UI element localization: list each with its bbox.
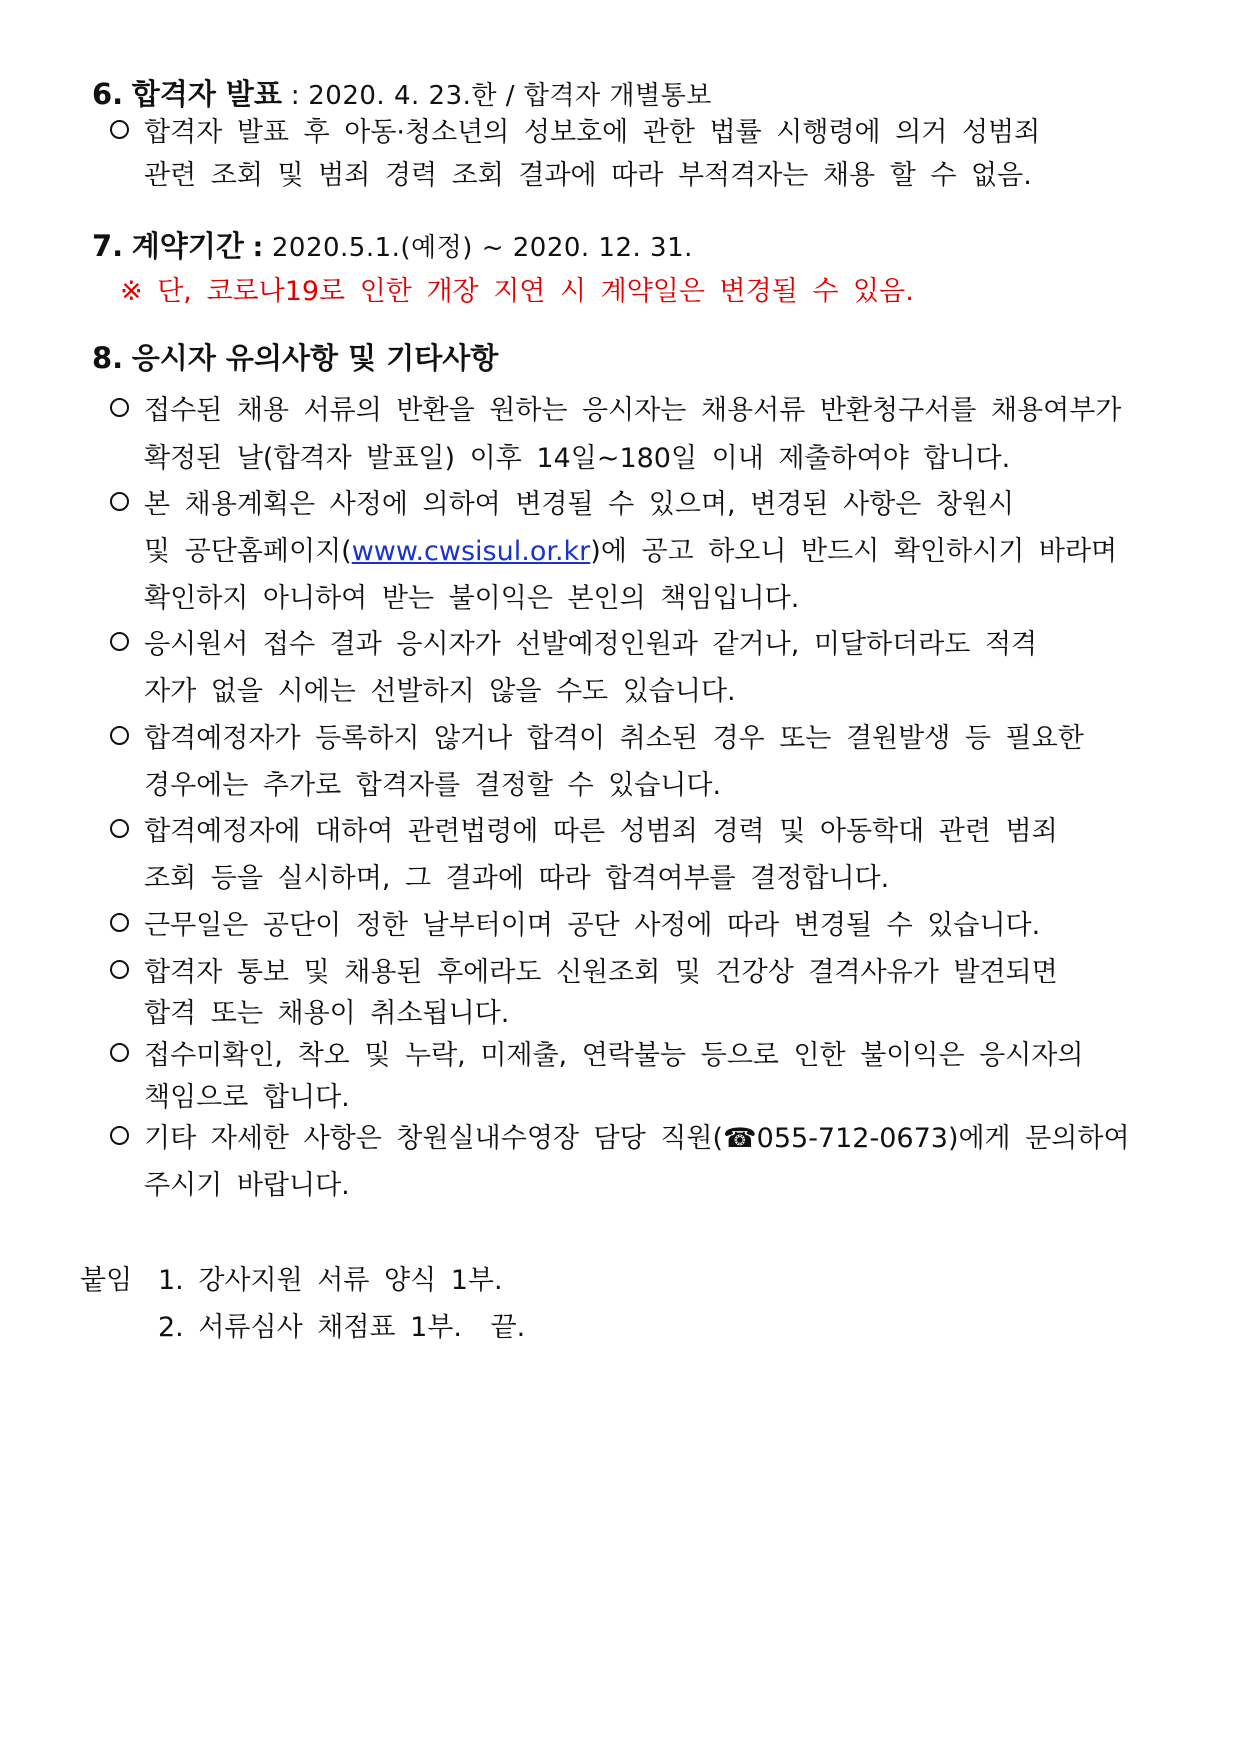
attachments-label: 붙임 [80, 1265, 133, 1296]
section8-heading [92, 336, 498, 377]
section6-bullet-line2: 관련 조회 및 범죄 경력 조회 결과에 따라 부적격자는 채용 할 수 없음. [144, 160, 1032, 191]
section6-colon: : [290, 80, 300, 111]
section8-item8-line1: 접수미확인, 착오 및 누락, 미제출, 연락불능 등으로 인한 불이익은 응시자의 [144, 1040, 1084, 1071]
section6-bullet-line1: 합격자 발표 후 아동·청소년의 성보호에 관한 법률 시행령에 의거 성범죄 [144, 117, 1041, 148]
section8-item1-line2: 확정된 날(합격자 발표일) 이후 14일~180일 이내 제출하여야 합니다. [144, 443, 1011, 474]
section8-item2-line2-after: )에 공고 하오니 반드시 확인하시기 바라며 [590, 536, 1118, 567]
section8-item9-line2: 주시기 바랍니다. [144, 1170, 350, 1201]
phone-icon: ☎ [723, 1123, 757, 1154]
section8-item8-line2: 책임으로 합니다. [144, 1082, 350, 1113]
section8-item2-line3: 확인하지 아니하여 받는 불이익은 본인의 책임입니다. [144, 583, 800, 614]
bullet-circle-icon [110, 726, 129, 745]
bullet-circle-icon [110, 120, 129, 139]
section8-title: 응시자 유의사항 및 기타사항 [131, 341, 499, 375]
section8-item2-line1: 본 채용계획은 사정에 의하여 변경될 수 있으며, 변경된 사항은 창원시 [144, 489, 1015, 520]
section8-item5-line2: 조회 등을 실시하며, 그 결과에 따라 합격여부를 결정합니다. [144, 863, 890, 894]
section7-heading [92, 224, 693, 265]
section7-number: 7. [92, 229, 124, 263]
bullet-circle-icon [110, 1043, 129, 1062]
bullet-circle-icon [110, 819, 129, 838]
bullet-circle-icon [110, 492, 129, 511]
section8-item4-line1: 합격예정자가 등록하지 않거나 합격이 취소된 경우 또는 결원발생 등 필요한 [144, 723, 1084, 754]
section8-item3-line2: 자가 없을 시에는 선발하지 않을 수도 있습니다. [144, 676, 736, 707]
section8-item2-line2-before: 및 공단홈페이지( [144, 536, 352, 567]
bullet-circle-icon [110, 1126, 129, 1145]
section8-item4-line2: 경우에는 추가로 합격자를 결정할 수 있습니다. [144, 770, 722, 801]
homepage-link[interactable]: www.cwsisul.or.kr [351, 536, 591, 567]
bullet-circle-icon [110, 398, 129, 417]
section6-title: 합격자 발표 [131, 77, 282, 111]
section8-item2-line2 [144, 529, 1117, 568]
section7-value: 2020.5.1.(예정) ~ 2020. 12. 31. [271, 233, 693, 263]
bullet-circle-icon [110, 960, 129, 979]
section7-notice: ※ 단, 코로나19로 인한 개장 지연 시 계약일은 변경될 수 있음. [120, 276, 914, 307]
section8-item9-line1-before: 기타 자세한 사항은 창원실내수영장 담당 직원( [144, 1123, 724, 1154]
contact-phone-number: 055-712-0673 [756, 1123, 948, 1154]
attachment-item1: 1. 강사지원 서류 양식 1부. [158, 1265, 503, 1296]
section8-item5-line1: 합격예정자에 대하여 관련법령에 따른 성범죄 경력 및 아동학대 관련 범죄 [144, 816, 1058, 847]
bullet-circle-icon [110, 632, 129, 651]
section8-number: 8. [92, 341, 124, 375]
section8-item9-line1-after: )에게 문의하여 [947, 1123, 1130, 1154]
section6-number: 6. [92, 77, 124, 111]
attachment-item2-row [158, 1305, 525, 1344]
section8-item7-line2: 합격 또는 채용이 취소됩니다. [144, 998, 510, 1029]
section8-item6-line1: 근무일은 공단이 정한 날부터이며 공단 사정에 따라 변경될 수 있습니다. [144, 910, 1041, 941]
section8-item9-line1 [144, 1116, 1130, 1155]
section8-item3-line1: 응시원서 접수 결과 응시자가 선발예정인원과 같거나, 미달하더라도 적격 [144, 629, 1038, 660]
section6-value: 2020. 4. 23.한 / 합격자 개별통보 [308, 81, 712, 111]
bullet-circle-icon [110, 913, 129, 932]
end-mark: 끝. [490, 1312, 526, 1343]
section8-item1-line1: 접수된 채용 서류의 반환을 원하는 응시자는 채용서류 반환청구서를 채용여부가 [144, 395, 1122, 426]
attachment-item2: 2. 서류심사 채점표 1부. [158, 1312, 462, 1343]
section7-colon: : [252, 232, 264, 263]
section7-title: 계약기간 [131, 229, 244, 263]
section6-heading [92, 72, 712, 113]
section8-item7-line1: 합격자 통보 및 채용된 후에라도 신원조회 및 건강상 결격사유가 발견되면 [144, 957, 1058, 988]
